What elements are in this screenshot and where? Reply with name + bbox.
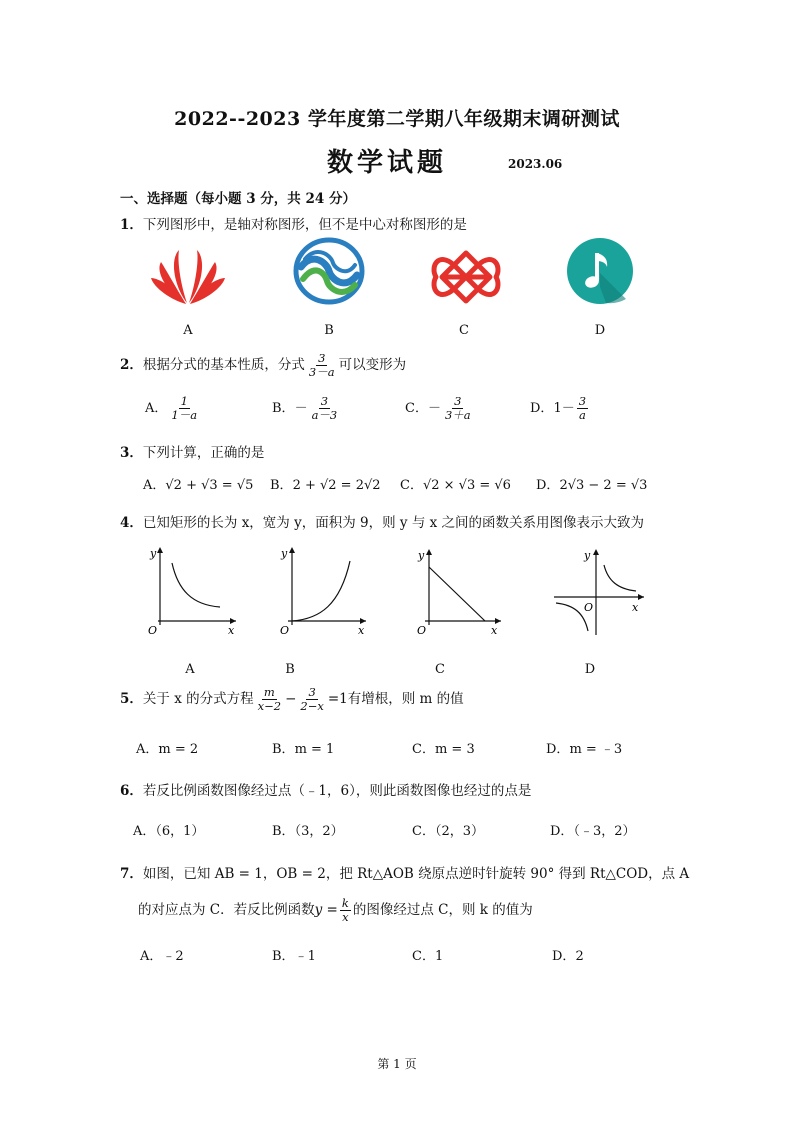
curve-upper: [604, 565, 636, 591]
option-label: D．: [552, 949, 576, 964]
question-text-line1: 如图，已知 AB = 1，OB = 2，把 Rt△AOB 绕原点逆时针旋转 90° 得到 Rt△COD，点 A: [142, 866, 690, 882]
fraction-numerator: 3: [454, 394, 462, 408]
q2-option-b: [272, 395, 341, 422]
china-unicom-knot-icon: [428, 245, 504, 307]
x-axis-arrow-icon: [638, 594, 644, 600]
option-expression: （6，1）: [155, 824, 205, 839]
fraction: [577, 395, 588, 422]
fraction-denominator: x: [342, 910, 349, 925]
q5-option-a: [136, 738, 198, 757]
option-expression: ﹣1: [294, 949, 316, 964]
question-2: [120, 352, 406, 379]
exam-title: 2022--2023 学年度第二学期八年级期末调研测试: [174, 108, 620, 130]
option-expression: （2，3）: [434, 824, 484, 839]
exam-date: 2023.06: [508, 157, 563, 171]
fraction: [443, 395, 473, 422]
graph-b: [270, 545, 370, 635]
option-sign: 1－: [553, 401, 575, 417]
option-label: A．: [133, 824, 156, 839]
y-equals: y =: [314, 902, 338, 919]
option-label: B．: [270, 478, 293, 493]
question-4: [120, 511, 644, 531]
y-axis-arrow-icon: [426, 549, 432, 555]
q5-option-b: [272, 738, 334, 757]
q7-option-b: [272, 945, 316, 964]
question-7: [120, 862, 689, 882]
option-label-b: B: [285, 662, 295, 677]
option-label: B．: [272, 949, 295, 964]
graph-d: [548, 545, 648, 637]
fraction: [169, 395, 199, 422]
line-graph: [429, 567, 485, 621]
y-axis-label: y: [150, 547, 157, 560]
question-text-pre: 关于 x 的分式方程: [142, 691, 254, 708]
option-expression: m = 2: [158, 742, 199, 757]
option-label: D．: [550, 824, 574, 839]
option-label: A．: [136, 742, 159, 757]
fraction-2: [298, 686, 325, 713]
question-text: 下列图形中，是轴对称图形，但不是中心对称图形的是: [142, 217, 467, 233]
option-label: B．: [272, 742, 295, 757]
option-expression: m = 3: [434, 742, 475, 757]
question-text: 下列计算，正确的是: [142, 445, 265, 461]
option-expression: 1: [434, 949, 444, 964]
fraction: [310, 395, 340, 422]
option-expression: （3，2）: [294, 824, 344, 839]
fraction-denominator: 1－a: [171, 408, 198, 423]
option-expression: √2 + √3 = √5: [165, 478, 254, 493]
q3-option-b: [270, 474, 381, 493]
option-expression: 2: [575, 949, 584, 964]
china-mobile-logo-icon: [293, 237, 365, 305]
graph-c: [405, 545, 505, 637]
option-label-d: D: [584, 662, 596, 677]
question-7-line2: [138, 897, 533, 924]
y-axis-arrow-icon: [289, 547, 295, 553]
y-axis-arrow-icon: [593, 549, 599, 555]
option-label-c: C: [459, 323, 469, 338]
option-expression: 2 + √2 = 2√2: [292, 478, 381, 493]
x-axis-label: x: [358, 624, 365, 635]
question-number: 5．: [120, 691, 143, 708]
q2-option-a: [145, 395, 201, 422]
origin-label: O: [584, 601, 594, 614]
q5-option-d: [546, 738, 622, 757]
fraction-numerator: 1: [180, 394, 188, 408]
q6-option-d: [550, 820, 635, 839]
option-label: A．: [140, 949, 163, 964]
q6-option-a: [133, 820, 204, 839]
fraction-denominator: a－3: [311, 408, 338, 423]
q6-option-b: [272, 820, 344, 839]
option-expression: （﹣3，2）: [573, 824, 636, 839]
x-axis-label: x: [228, 624, 235, 635]
option-expression: m = 1: [294, 742, 335, 757]
fraction-denominator: 3－a: [308, 365, 335, 380]
question-text: 若反比例函数图像经过点（﹣1，6），则此函数图像也经过的点是: [142, 783, 532, 799]
q7-option-a: [140, 945, 184, 964]
option-label-a: A: [185, 662, 195, 677]
equals-one: =1: [327, 691, 348, 708]
option-expression: ﹣2: [162, 949, 184, 964]
fraction: [340, 897, 351, 924]
question-text-post: 可以变形为: [338, 357, 407, 374]
question-text-pre: 的对应点为 C．若反比例函数: [138, 902, 315, 919]
y-axis-arrow-icon: [157, 547, 163, 553]
question-text-pre: 根据分式的基本性质，分式: [142, 357, 305, 374]
question-number: 3．: [120, 445, 143, 461]
q3-option-d: [536, 474, 647, 493]
option-label-c: C: [435, 662, 445, 677]
fraction-numerator: m: [263, 685, 275, 699]
q6-option-c: [412, 820, 484, 839]
option-label: A．: [143, 478, 166, 493]
fraction-numerator: k: [341, 896, 349, 910]
option-label-d: D: [594, 323, 606, 338]
option-expression: √2 × √3 = √6: [422, 478, 511, 493]
option-label-b: B: [324, 323, 334, 338]
q2-option-c: [405, 395, 475, 422]
fraction-1: [256, 686, 283, 713]
option-expression: m = ﹣3: [569, 742, 623, 757]
fraction-numerator: 3: [308, 685, 316, 699]
question-1: [120, 213, 467, 233]
question-number: 6．: [120, 783, 143, 799]
option-label: B．: [272, 401, 295, 417]
option-label: C．: [400, 478, 423, 493]
q5-option-c: [412, 738, 475, 757]
y-axis-label: y: [418, 549, 425, 562]
y-axis-label: y: [584, 549, 591, 562]
q3-option-c: [400, 474, 511, 493]
option-label: B．: [272, 824, 295, 839]
origin-label: O: [148, 624, 158, 635]
curve: [172, 563, 220, 607]
subject-title: 数学试题: [327, 148, 448, 178]
music-note-icon: [566, 237, 634, 305]
fraction-numerator: 3: [578, 394, 587, 408]
question-text-post: 的图像经过点 C，则 k 的值为: [352, 902, 533, 919]
q3-option-a: [143, 474, 253, 493]
option-label-a: A: [183, 323, 193, 338]
option-sign: －: [427, 401, 441, 417]
question-number: 4．: [120, 515, 143, 531]
fraction-denominator: 2−x: [300, 699, 324, 714]
question-number: 2．: [120, 357, 143, 374]
q2-option-d: [530, 395, 590, 422]
option-label: C．: [412, 742, 435, 757]
curve: [292, 561, 350, 621]
option-expression: 2√3 − 2 = √3: [559, 478, 648, 493]
option-label: D．: [536, 478, 560, 493]
question-text-post: 有增根，则 m 的值: [347, 691, 464, 708]
x-axis-label: x: [491, 624, 498, 637]
question-number: 1．: [120, 217, 143, 233]
origin-label: O: [417, 624, 427, 637]
question-text: 已知矩形的长为 x，宽为 y，面积为 9，则 y 与 x 之间的函数关系用图像表示大致为: [142, 515, 645, 531]
x-axis-label: x: [632, 601, 639, 614]
origin-label: O: [280, 624, 290, 635]
q7-option-c: [412, 945, 443, 964]
question-3: [120, 441, 264, 461]
y-axis-label: y: [281, 547, 288, 560]
question-5: [120, 686, 464, 713]
question-number: 7．: [120, 866, 143, 882]
fraction-denominator: a: [578, 408, 586, 423]
huawei-logo-icon: [149, 248, 227, 306]
section-heading: 一、选择题（每小题 3 分，共 24 分）: [120, 191, 356, 207]
option-label: D．: [546, 742, 570, 757]
option-label: C．: [405, 401, 428, 417]
option-label: D．: [530, 401, 554, 417]
question-6: [120, 779, 531, 799]
fraction-denominator: 3＋a: [444, 408, 471, 423]
option-label: C．: [412, 824, 435, 839]
option-sign: －: [294, 401, 308, 417]
minus-sign: −: [285, 691, 297, 708]
fraction-numerator: 3: [318, 351, 326, 365]
fraction: [307, 352, 337, 379]
option-label: C．: [412, 949, 435, 964]
q7-option-d: [552, 945, 584, 964]
option-label: A．: [145, 401, 168, 417]
fraction-numerator: 3: [320, 394, 329, 408]
fraction-denominator: x−2: [257, 699, 282, 714]
page-number: 第 1 页: [377, 1057, 417, 1071]
graph-a: [140, 545, 240, 635]
